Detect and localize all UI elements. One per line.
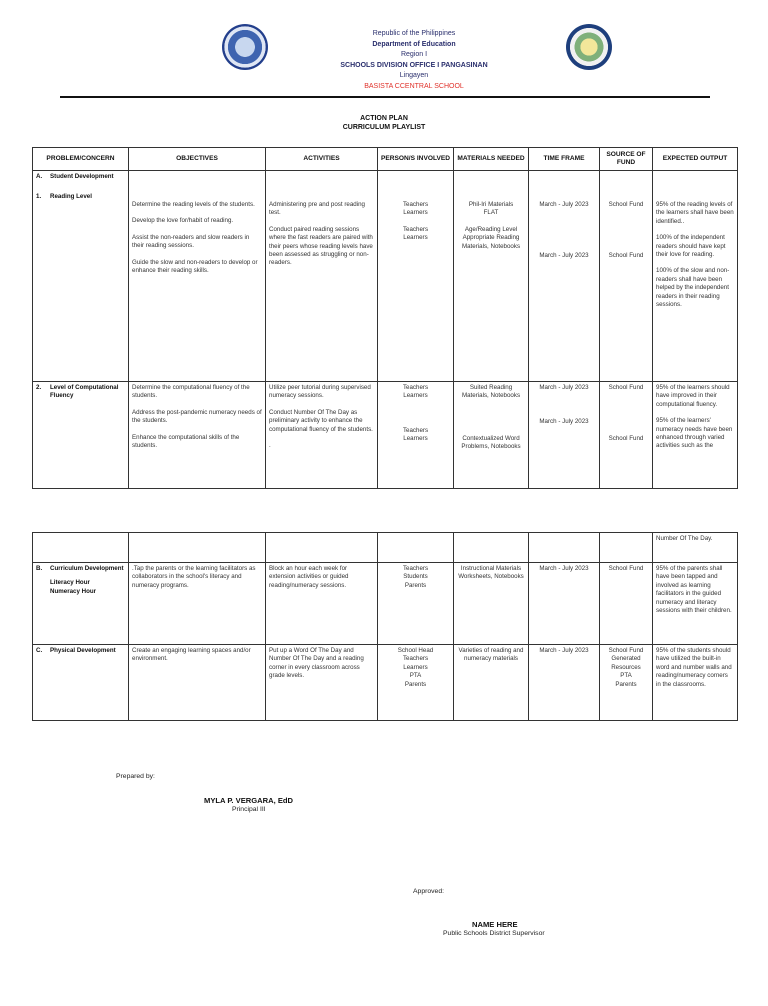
- fund-text: School Fund: [608, 384, 644, 391]
- preparer-title: Principal III: [232, 806, 266, 813]
- timeframe-text: March - July 2023: [539, 418, 589, 425]
- output-cell: Number Of The Day.: [653, 533, 738, 563]
- fund-cell: [600, 382, 653, 489]
- activity-text: Administering pre and post reading test.: [269, 201, 365, 217]
- activity-text: .: [269, 442, 271, 450]
- letterhead-line: Lingayen: [399, 72, 429, 79]
- activities-cell: [266, 171, 378, 382]
- objective-text: Determine the reading levels of the students.: [132, 201, 255, 208]
- header-divider: [60, 96, 710, 98]
- concern-heading: 2. Level of Computational Fluency: [36, 384, 119, 400]
- materials-text: Phil-Iri Materials FLAT: [468, 201, 514, 217]
- col-header: PROBLEM/CONCERN: [33, 148, 129, 171]
- col-header: OBJECTIVES: [129, 148, 266, 171]
- timeframe-cell: [529, 171, 600, 382]
- materials-text: Suited Reading Materials, Notebooks: [461, 384, 521, 400]
- col-header: ACTIVITIES: [266, 148, 378, 171]
- timeframe-text: March - July 2023: [539, 201, 589, 208]
- problem-cell: [33, 563, 129, 645]
- output-cell: [653, 382, 738, 489]
- materials-text: Contextualized Word Problems, Notebooks: [461, 435, 521, 451]
- preparer-name: MYLA P. VERGARA, EdD: [204, 796, 294, 805]
- output-cell: [653, 171, 738, 382]
- timeframe-cell: [529, 382, 600, 489]
- problem-cell: [33, 382, 129, 489]
- table-row: [33, 645, 738, 721]
- action-plan-table-page1: [32, 147, 738, 489]
- timeframe-text: March - July 2023: [529, 645, 600, 721]
- fund-text: School Fund: [608, 201, 644, 208]
- persons-cell: [378, 171, 454, 382]
- table-row: [33, 563, 738, 645]
- output-text: 100% of the independent readers should have kept their love for reading.: [656, 234, 726, 259]
- fund-cell: [600, 171, 653, 382]
- approver-title: Public Schools District Supervisor: [443, 930, 545, 937]
- objective-text: Assist the non-readers and slow readers in their reading sessions.: [132, 233, 250, 250]
- persons-text: Teachers Learners: [402, 225, 429, 242]
- section-heading: C. Physical Development: [36, 647, 116, 654]
- objective-text: Guide the slow and non-readers to develop or enhance their reading skills.: [132, 258, 258, 275]
- doc-subtitle: CURRICULUM PLAYLIST: [342, 124, 426, 131]
- concern-heading: 1. Reading Level: [36, 193, 92, 201]
- persons-text: Teachers Learners: [402, 384, 429, 400]
- objective-text: Develop the love for/habit of reading.: [132, 217, 234, 225]
- objective-text: Enhance the computational skills of the students.: [132, 433, 240, 450]
- output-text: 100% of the slow and non-readers shall have been helped by the independent readers in their reading sessions.: [656, 267, 730, 309]
- school-name: BASISTA CCENTRAL SCHOOL: [364, 82, 464, 90]
- letterhead-line: Department of Education: [372, 40, 456, 48]
- timeframe-text: March - July 2023: [529, 563, 600, 645]
- persons-text: Teachers Learners: [402, 201, 429, 217]
- division-seal-logo: [566, 24, 612, 70]
- approver-name: NAME HERE: [472, 920, 518, 929]
- materials-cell: [454, 171, 529, 382]
- col-header: SOURCE OF FUND: [600, 148, 653, 171]
- activity-text: Conduct Number Of The Day as preliminary activity to enhance the computational fluency of the students.: [269, 408, 373, 433]
- table-row: [33, 382, 738, 489]
- prepared-by-label: Prepared by:: [116, 773, 155, 780]
- objective-text: Address the post-pandemic numeracy needs of the students.: [132, 408, 262, 425]
- output-text: 95% of the reading levels of the learners shall have been identified..: [656, 201, 734, 225]
- activity-text: Put up a Word Of The Day and Number Of The Day and a reading corner in every classroom across grade levels.: [266, 645, 378, 721]
- output-text: 95% of the students should have utilized the built-in word and number walls and reading/numeracy corners in the classrooms.: [653, 645, 738, 721]
- letterhead: [300, 29, 528, 92]
- table-row: [33, 533, 738, 563]
- persons-text: School Head Teachers Learners PTA Parents: [378, 645, 454, 721]
- letterhead-line: SCHOOLS DIVISION OFFICE I PANGASINAN: [340, 61, 488, 69]
- letterhead-line: Region I: [400, 51, 428, 58]
- materials-text: Varieties of reading and numeracy materials: [454, 645, 529, 721]
- objective-text: Determine the computational fluency of the students.: [132, 384, 250, 400]
- fund-text: School Fund: [608, 252, 644, 259]
- objectives-cell: [129, 171, 266, 382]
- table-row: [33, 171, 738, 382]
- activities-cell: [266, 382, 378, 489]
- problem-cell: [33, 645, 129, 721]
- persons-cell: [378, 382, 454, 489]
- fund-text: School Fund: [608, 435, 644, 442]
- col-header: EXPECTED OUTPUT: [653, 148, 738, 171]
- persons-text: Teachers Students Parents: [378, 563, 454, 645]
- timeframe-text: March - July 2023: [539, 384, 589, 391]
- activity-text: Utilize peer tutorial during supervised numeracy sessions.: [269, 384, 371, 400]
- timeframe-text: March - July 2023: [539, 252, 589, 259]
- section-heading: A. Student Development: [36, 173, 114, 180]
- objective-text: .Tap the parents or the learning facilitators as collaborators in the school's literacy and numeracy programs.: [129, 563, 266, 645]
- section-heading: B. Curriculum Development: [36, 565, 124, 572]
- output-text: 95% of the learners' numeracy needs have been enhanced through varied activities such as the: [656, 417, 733, 450]
- action-plan-table-page2: [32, 532, 738, 721]
- activity-text: Conduct paired reading sessions where the fast readers are paired with their peers whose reading levels have been assessed as struggling or non-readers.: [269, 225, 373, 267]
- concern-heading: Literacy Hour Numeracy Hour: [50, 579, 97, 595]
- fund-text: School Fund: [600, 563, 653, 645]
- persons-text: Teachers Learners: [402, 427, 429, 443]
- letterhead-line: Republic of the Philippines: [372, 30, 456, 37]
- objective-text: Create an engaging learning spaces and/or environment.: [129, 645, 266, 721]
- problem-cell: [33, 171, 129, 382]
- deped-seal-logo: [222, 24, 268, 70]
- doc-title: ACTION PLAN: [360, 115, 408, 122]
- materials-text: Age/Reading Level Appropriate Reading Materials, Notebooks: [461, 225, 521, 250]
- header-row: [33, 148, 738, 171]
- objectives-cell: [129, 382, 266, 489]
- fund-text: School Fund Generated Resources PTA Parents: [600, 645, 653, 721]
- col-header: MATERIALS NEEDED: [454, 148, 529, 171]
- materials-cell: [454, 382, 529, 489]
- materials-text: Instructional Materials Worksheets, Notebooks: [454, 563, 529, 645]
- output-text: 95% of the parents shall have been tapped and involved as learning facilitators in the guided numeracy and literacy sessions with their children.: [653, 563, 738, 645]
- output-text: 95% of the learners should have improved in their computational fluency.: [656, 384, 730, 408]
- col-header: PERSON/S INVOLVED: [378, 148, 454, 171]
- activity-text: Block an hour each week for extension activities or guided reading/numeracy sessions.: [266, 563, 378, 645]
- col-header: TIME FRAME: [529, 148, 600, 171]
- approved-label: Approved:: [413, 888, 444, 895]
